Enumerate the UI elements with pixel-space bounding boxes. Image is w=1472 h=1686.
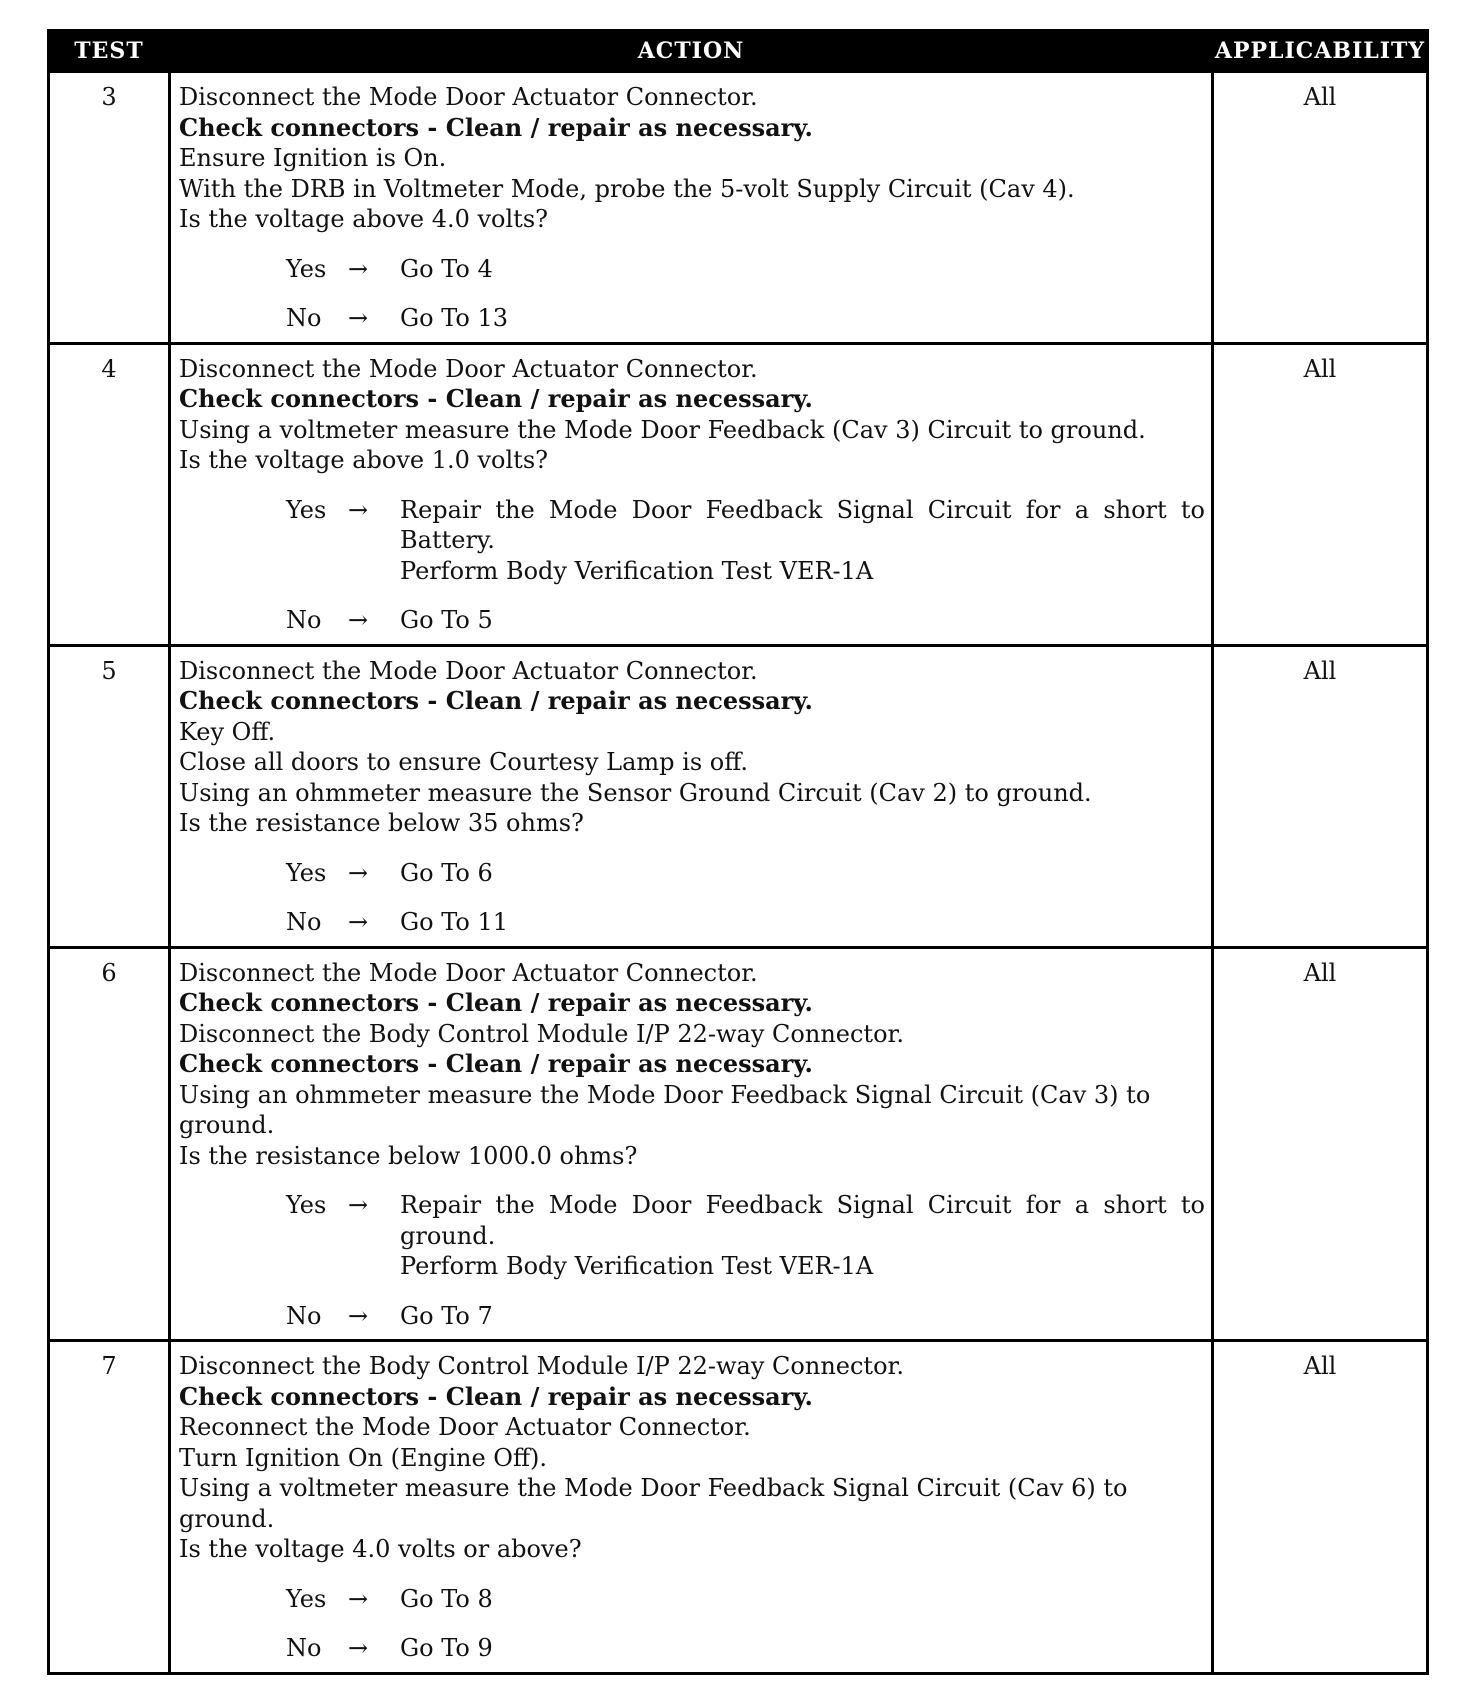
test-number: 5 bbox=[49, 645, 170, 947]
action-step: With the DRB in Voltmeter Mode, probe the 5-volt Supply Circuit (Cav 4). bbox=[179, 174, 1075, 203]
yes-branch bbox=[286, 254, 1205, 285]
result-text: Go To 8 bbox=[400, 1584, 493, 1613]
arrow-right-icon: → bbox=[348, 1634, 369, 1662]
table-row bbox=[49, 645, 1428, 947]
arrow-right-icon: → bbox=[348, 858, 369, 887]
yes-label: Yes bbox=[286, 495, 327, 524]
applicability-value: All bbox=[1213, 947, 1428, 1341]
no-label: No bbox=[286, 1301, 322, 1330]
test-number: 7 bbox=[49, 1341, 170, 1674]
result-text: Perform Body Verification Test VER-1A bbox=[400, 1252, 874, 1280]
action-cell bbox=[170, 72, 1213, 344]
no-branch bbox=[286, 605, 1205, 636]
no-label: No bbox=[286, 606, 322, 634]
action-step: Disconnect the Mode Door Actuator Connector. bbox=[179, 354, 758, 383]
action-step: Turn Ignition On (Engine Off). bbox=[179, 1443, 548, 1472]
result-text: Go To 6 bbox=[400, 858, 493, 887]
action-step: Is the voltage above 1.0 volts? bbox=[179, 446, 549, 474]
action-step: Disconnect the Body Control Module I/P 22-way Connector. bbox=[179, 1352, 904, 1380]
action-step: Using an ohmmeter measure the Mode Door Feedback Signal Circuit (Cav 3) to ground. bbox=[179, 1080, 1151, 1139]
table-row bbox=[49, 947, 1428, 1341]
no-branch bbox=[286, 1301, 1205, 1332]
diagnostic-test-table bbox=[47, 29, 1429, 1675]
no-branch bbox=[286, 303, 1205, 334]
result-text: Go To 7 bbox=[400, 1301, 493, 1330]
yes-result bbox=[400, 1190, 1205, 1282]
check-connectors-note: Check connectors - Clean / repair as necessary. bbox=[179, 384, 813, 413]
arrow-right-icon: → bbox=[348, 606, 369, 634]
header-action: ACTION bbox=[170, 31, 1213, 72]
no-result bbox=[400, 303, 1205, 334]
table-header-row bbox=[49, 31, 1428, 72]
action-step: Disconnect the Mode Door Actuator Connector. bbox=[179, 958, 758, 987]
result-text: Go To 4 bbox=[400, 254, 493, 283]
action-step: Is the voltage above 4.0 volts? bbox=[179, 205, 549, 233]
test-number: 4 bbox=[49, 343, 170, 645]
arrow-right-icon: → bbox=[348, 1191, 369, 1219]
yes-label: Yes bbox=[286, 1191, 327, 1219]
header-applicability: APPLICABILITY bbox=[1213, 31, 1428, 72]
yes-branch bbox=[286, 858, 1205, 889]
action-step: Is the resistance below 1000.0 ohms? bbox=[179, 1141, 638, 1170]
result-text: Repair the Mode Door Feedback Signal Circuit for a short to ground. bbox=[400, 1191, 1205, 1250]
yes-result bbox=[400, 495, 1205, 587]
arrow-right-icon: → bbox=[348, 254, 369, 283]
yes-result bbox=[400, 1584, 1205, 1615]
action-step: Disconnect the Mode Door Actuator Connector. bbox=[179, 83, 758, 111]
check-connectors-note: Check connectors - Clean / repair as necessary. bbox=[179, 686, 813, 715]
action-step: Is the voltage 4.0 volts or above? bbox=[179, 1535, 582, 1563]
result-text: Go To 13 bbox=[400, 304, 509, 332]
action-step: Disconnect the Mode Door Actuator Connector. bbox=[179, 656, 758, 685]
result-text: Repair the Mode Door Feedback Signal Circuit for a short to Battery. bbox=[400, 495, 1205, 554]
action-cell bbox=[170, 947, 1213, 1341]
yes-label: Yes bbox=[286, 858, 327, 887]
applicability-value: All bbox=[1213, 1341, 1428, 1674]
no-branch bbox=[286, 1633, 1205, 1664]
applicability-value: All bbox=[1213, 645, 1428, 947]
action-step: Ensure Ignition is On. bbox=[179, 144, 447, 172]
yes-branch bbox=[286, 495, 1205, 587]
check-connectors-note: Check connectors - Clean / repair as necessary. bbox=[179, 1381, 813, 1411]
action-cell bbox=[170, 645, 1213, 947]
action-step: Using an ohmmeter measure the Sensor Ground Circuit (Cav 2) to ground. bbox=[179, 778, 1092, 807]
yes-result bbox=[400, 254, 1205, 285]
check-connectors-note: Check connectors - Clean / repair as necessary. bbox=[179, 1049, 813, 1078]
arrow-right-icon: → bbox=[348, 1301, 369, 1330]
no-label: No bbox=[286, 908, 322, 936]
yes-label: Yes bbox=[286, 254, 327, 283]
no-label: No bbox=[286, 1634, 322, 1662]
action-step: Reconnect the Mode Door Actuator Connector. bbox=[179, 1413, 751, 1441]
arrow-right-icon: → bbox=[348, 1584, 369, 1613]
no-result bbox=[400, 605, 1205, 636]
result-text: Go To 9 bbox=[400, 1634, 493, 1662]
result-text: Go To 5 bbox=[400, 606, 493, 634]
action-step: Disconnect the Body Control Module I/P 22-way Connector. bbox=[179, 1019, 904, 1048]
table-row bbox=[49, 72, 1428, 344]
no-branch bbox=[286, 907, 1205, 938]
no-result bbox=[400, 1633, 1205, 1664]
yes-branch bbox=[286, 1584, 1205, 1615]
action-cell bbox=[170, 343, 1213, 645]
header-test: TEST bbox=[49, 31, 170, 72]
no-result bbox=[400, 1301, 1205, 1332]
yes-label: Yes bbox=[286, 1584, 327, 1613]
check-connectors-note: Check connectors - Clean / repair as necessary. bbox=[179, 112, 813, 142]
result-text: Go To 11 bbox=[400, 908, 509, 936]
test-number: 6 bbox=[49, 947, 170, 1341]
applicability-value: All bbox=[1213, 343, 1428, 645]
arrow-right-icon: → bbox=[348, 908, 369, 936]
action-step: Close all doors to ensure Courtesy Lamp is off. bbox=[179, 748, 749, 776]
action-cell bbox=[170, 1341, 1213, 1674]
no-label: No bbox=[286, 304, 322, 332]
action-step: Using a voltmeter measure the Mode Door Feedback Signal Circuit (Cav 6) to ground. bbox=[179, 1474, 1128, 1533]
yes-result bbox=[400, 858, 1205, 889]
action-step: Using a voltmeter measure the Mode Door Feedback (Cav 3) Circuit to ground. bbox=[179, 415, 1146, 444]
yes-branch bbox=[286, 1190, 1205, 1282]
arrow-right-icon: → bbox=[348, 304, 369, 332]
result-text: Perform Body Verification Test VER-1A bbox=[400, 556, 874, 585]
action-step: Key Off. bbox=[179, 717, 276, 746]
test-number: 3 bbox=[49, 72, 170, 344]
action-step: Is the resistance below 35 ohms? bbox=[179, 809, 584, 837]
arrow-right-icon: → bbox=[348, 495, 369, 524]
no-result bbox=[400, 907, 1205, 938]
check-connectors-note: Check connectors - Clean / repair as necessary. bbox=[179, 988, 813, 1017]
table-row bbox=[49, 343, 1428, 645]
applicability-value: All bbox=[1213, 72, 1428, 344]
table-row bbox=[49, 1341, 1428, 1674]
